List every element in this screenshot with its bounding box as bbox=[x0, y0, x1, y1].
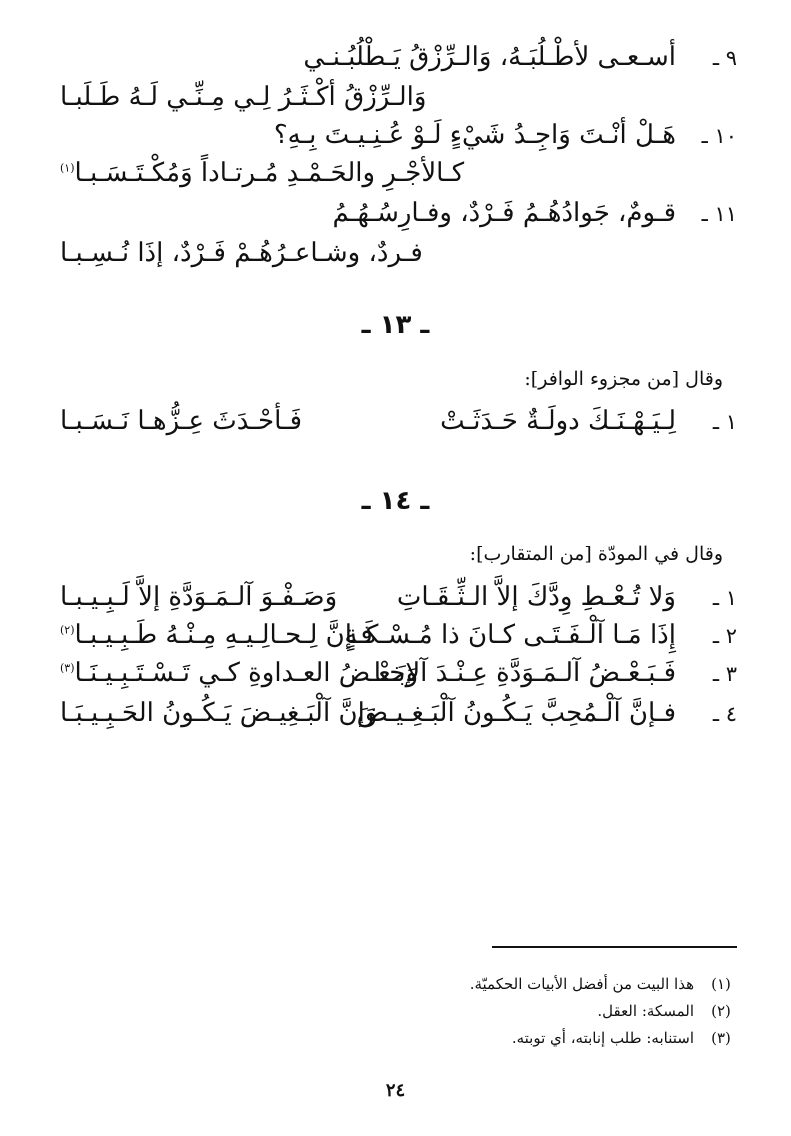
verse-number: ٩ ـ bbox=[712, 46, 737, 70]
footnote-text: هذا البيت من أفضل الأبيات الحكميّة. bbox=[469, 975, 694, 993]
page-number: ٢٤ bbox=[385, 1080, 406, 1101]
verse-line bbox=[40, 404, 751, 448]
verse-second-hemistich: وَالـرِّزْقُ أكْـثَـرُ لِـي مِـنِّـي لَـهُ طَـلَبـا bbox=[60, 82, 427, 112]
poem-intro: وقال [من مجزوء الوافر]: bbox=[524, 368, 723, 390]
verse-first-hemistich: قـومٌ، جَوادُهُـمُ فَـرْدٌ، وفـارِسُـهُـمُ bbox=[332, 198, 676, 228]
poem-heading: ـ ١٣ ـ bbox=[361, 310, 430, 340]
verse-number: ١٠ ـ bbox=[701, 124, 737, 148]
footnote-marker[interactable]: (٣) bbox=[60, 661, 75, 675]
verse-number: ١ ـ bbox=[712, 410, 737, 434]
verse-line bbox=[40, 196, 751, 240]
verse-number: ١ ـ bbox=[712, 586, 737, 610]
footnote-marker[interactable]: (١) bbox=[60, 161, 75, 175]
verse-first-hemistich: إِذَا مَـا آلْـفَـتَـى كـانَ ذا مُـسْـكَـةٍ bbox=[344, 620, 676, 650]
verse-first-hemistich: لِـيَـهْـنَـكَ دولَـةٌ حَـدَثَـتْ bbox=[440, 406, 676, 436]
verse-second-hemistich bbox=[60, 620, 373, 650]
footnote-number: (١) bbox=[711, 975, 731, 993]
verse-first-hemistich: وَلا تُـعْـطِ وِدَّكَ إلاَّ الـثِّـقَـاتِ bbox=[396, 582, 676, 612]
verse-second-hemistich: فَـأحْـدَثَ عِـزُّهـا نَـسَـبـا bbox=[60, 406, 303, 436]
verse-number: ٣ ـ bbox=[712, 662, 737, 686]
verse-number: ١١ ـ bbox=[701, 202, 737, 226]
poem-heading: ـ ١٤ ـ bbox=[361, 486, 430, 516]
verse-second-hemistich: فـردٌ، وشـاعـرُهُـمْ فَـرْدٌ، إذَا نُـسِـبـا bbox=[60, 238, 423, 268]
poem-intro: وقال في المودّة [من المتقارب]: bbox=[469, 543, 723, 565]
footnote-number: (٣) bbox=[711, 1029, 731, 1047]
verse-second-hemistich bbox=[60, 658, 418, 688]
verse-first-hemistich: فَـبَـعْـضُ آلـمَـوَدَّةِ عِـنْـدَ آلإخـا bbox=[373, 658, 676, 688]
verse-first-hemistich: هَـلْ أنْـتَ وَاجِـدُ شَيْءٍ لَـوْ عُـنِـيـتَ بِـهِ؟ bbox=[273, 120, 676, 150]
verse-text: وَبَـعْـضُ العـداوةِ كـي تَـسْـتَـبِـيـنَـا bbox=[74, 658, 419, 688]
verse-number: ٢ ـ bbox=[712, 624, 737, 648]
footnote-divider bbox=[492, 946, 737, 948]
verse-first-hemistich: فـإنَّ آلْـمُحِبَّ يَـكُـونُ آلْبَـغِـيـضَ bbox=[356, 698, 676, 728]
footnote-text: المسكة: العقل. bbox=[597, 1002, 694, 1020]
verse-second-hemistich bbox=[60, 158, 464, 188]
footnote-marker[interactable]: (٢) bbox=[60, 623, 75, 637]
verse-line bbox=[40, 656, 751, 700]
verse-number: ٤ ـ bbox=[712, 702, 737, 726]
verse-first-hemistich: أسـعـى لأطْـلُبَـهُ، وَالـرِّزْقُ يَـطْلُبُـنـي bbox=[303, 42, 676, 72]
verse-second-hemistich: وَصَـفْـوَ آلـمَـوَدَّةِ إلاَّ لَـبِـيـبـا bbox=[60, 582, 338, 612]
verse-line bbox=[40, 236, 751, 280]
footnote-number: (٢) bbox=[711, 1002, 731, 1020]
verse-text: كـالأجْـرِ والحَـمْـدِ مُـرتـاداً وَمُكْـتَـسَـبـا bbox=[74, 158, 465, 188]
verse-text: فـإنَّ لِـحـالِـيـهِ مِـنْـهُ طَـبِـيـبـا bbox=[74, 620, 373, 650]
verse-line bbox=[40, 696, 751, 740]
verse-line bbox=[40, 156, 751, 200]
verse-second-hemistich: وَإنَّ آلْبَـغِيـضَ يَـكُـونُ الحَـبِـيـبَـا bbox=[60, 698, 378, 728]
footnote-text: استنابه: طلب إنابته، أي توبته. bbox=[511, 1029, 694, 1047]
verse-line bbox=[40, 40, 751, 84]
